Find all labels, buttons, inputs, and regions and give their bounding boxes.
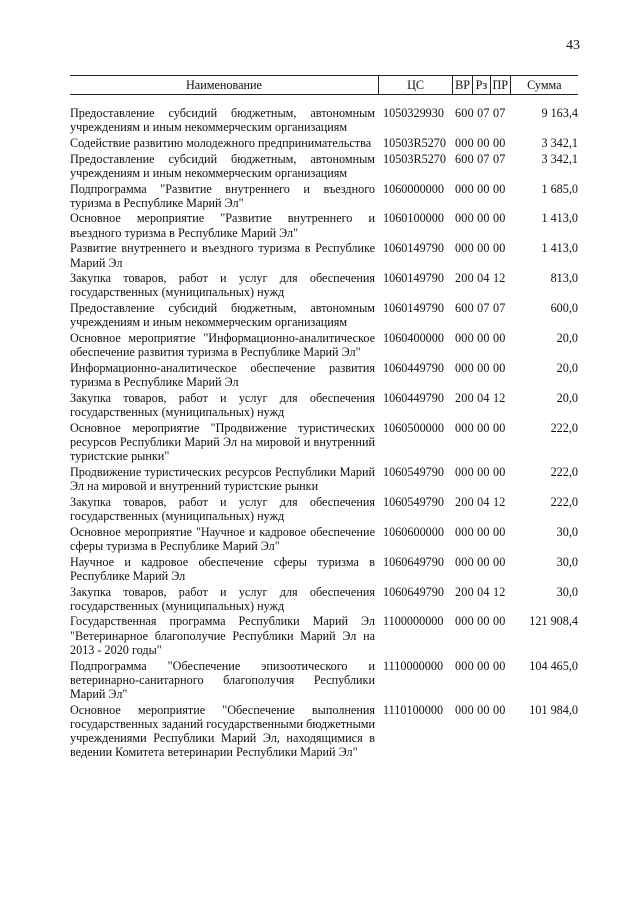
row-name: Научное и кадровое обеспечение сферы туризма в Республике Марий Эл <box>70 554 375 583</box>
row-name: Основное мероприятие "Научное и кадровое обеспечение сферы туризма в Республике Марий Эл" <box>70 524 375 553</box>
row-name: Закупка товаров, работ и услуг для обеспечения государственных (муниципальных) нужд <box>70 390 375 420</box>
table-header <box>70 75 578 95</box>
table-row <box>70 241 578 269</box>
row-name: Закупка товаров, работ и услуг для обеспечения государственных (муниципальных) нужд <box>70 494 375 523</box>
row-name: Предоставление субсидий бюджетным, автономным учреждениям и иным некоммерческим организациям <box>70 106 375 135</box>
row-name: Основное мероприятие "Информационно-аналитическое обеспечение развития туризма в Республике Марий Эл" <box>70 331 375 360</box>
row-vr-rz-pr-codes: 000 00 00 <box>455 181 506 196</box>
row-cs-code: 1100000000 <box>383 614 444 629</box>
row-name: Продвижение туристических ресурсов Республики Марий Эл на мировой и внутренний туристские рынки <box>70 464 375 494</box>
row-sum: 600,0 <box>550 301 578 316</box>
table-row <box>70 301 578 329</box>
table-row <box>70 525 578 553</box>
row-sum: 222,0 <box>550 464 578 479</box>
row-sum: 30,0 <box>556 524 578 539</box>
header-name: Наименование <box>70 76 379 94</box>
table-row <box>70 152 578 180</box>
table-row <box>70 495 578 523</box>
row-cs-code: 1060649790 <box>383 554 444 569</box>
table-row <box>70 361 578 389</box>
table-row <box>70 585 578 613</box>
row-name: Подпрограмма "Развитие внутреннего и въездного туризма в Республике Марий Эл" <box>70 181 375 210</box>
row-name: Основное мероприятие "Обеспечение выполнения государственных заданий государственными бюджетными учреждениями Республики Марий Эл, находящимися в ведении Комитета ветеринарии Республики Марий Эл" <box>70 702 375 760</box>
row-vr-rz-pr-codes: 200 04 12 <box>455 584 506 599</box>
row-cs-code: 1060149790 <box>383 271 444 286</box>
row-vr-rz-pr-codes: 600 07 07 <box>455 301 506 316</box>
header-rz: Рз <box>473 76 491 94</box>
table-row <box>70 106 578 134</box>
header-pr: ПР <box>491 76 511 94</box>
table-row <box>70 271 578 299</box>
row-sum: 1 413,0 <box>541 211 578 226</box>
row-sum: 104 465,0 <box>529 658 578 673</box>
row-vr-rz-pr-codes: 000 00 00 <box>455 331 506 346</box>
row-cs-code: 1060449790 <box>383 390 444 405</box>
row-name: Информационно-аналитическое обеспечение развития туризма в Республике Марий Эл <box>70 360 375 390</box>
row-cs-code: 1060400000 <box>383 331 444 346</box>
row-vr-rz-pr-codes: 000 00 00 <box>455 360 506 375</box>
row-vr-rz-pr-codes: 000 00 00 <box>455 464 506 479</box>
row-sum: 813,0 <box>550 271 578 286</box>
row-cs-code: 1060600000 <box>383 524 444 539</box>
table-row <box>70 211 578 239</box>
budget-table <box>70 75 578 761</box>
table-row <box>70 555 578 583</box>
row-cs-code: 1060100000 <box>383 211 444 226</box>
row-cs-code: 1060500000 <box>383 420 444 435</box>
row-cs-code: 1060549790 <box>383 464 444 479</box>
header-cs: ЦС <box>379 76 453 94</box>
row-name: Государственная программа Республики Марий Эл "Ветеринарное благополучие Республики Марий Эл на 2013 - 2020 годы" <box>70 614 375 657</box>
table-row <box>70 331 578 359</box>
row-name: Подпрограмма "Обеспечение эпизоотического и ветеринарно-санитарного благополучия Республики Марий Эл" <box>70 658 375 701</box>
row-vr-rz-pr-codes: 600 07 07 <box>455 106 506 120</box>
row-sum: 20,0 <box>556 331 578 346</box>
row-sum: 3 342,1 <box>541 135 578 150</box>
row-vr-rz-pr-codes: 000 00 00 <box>455 614 506 629</box>
row-vr-rz-pr-codes: 000 00 00 <box>455 658 506 673</box>
row-name: Содействие развитию молодежного предпринимательства <box>70 135 372 150</box>
row-sum: 30,0 <box>556 584 578 599</box>
header-sum: Сумма <box>527 78 562 92</box>
row-cs-code: 1060449790 <box>383 360 444 375</box>
row-name: Предоставление субсидий бюджетным, автономным учреждениям и иным некоммерческим организациям <box>70 151 375 180</box>
row-cs-code: 1060000000 <box>383 181 444 196</box>
header-vr: ВР <box>453 76 473 94</box>
row-sum: 222,0 <box>550 494 578 509</box>
row-name: Развитие внутреннего и въездного туризма в Республике Марий Эл <box>70 241 375 270</box>
row-name: Основное мероприятие "Развитие внутреннего и въездного туризма в Республике Марий Эл" <box>70 211 375 240</box>
row-sum: 121 908,4 <box>529 614 578 629</box>
table-row <box>70 465 578 493</box>
row-sum: 9 163,4 <box>541 106 578 120</box>
row-vr-rz-pr-codes: 000 00 00 <box>455 135 506 150</box>
row-vr-rz-pr-codes: 000 00 00 <box>455 702 506 717</box>
table-row <box>70 391 578 419</box>
row-cs-code: 1050329930 <box>383 106 444 120</box>
row-vr-rz-pr-codes: 000 00 00 <box>455 420 506 435</box>
row-vr-rz-pr-codes: 200 04 12 <box>455 390 506 405</box>
row-vr-rz-pr-codes: 000 00 00 <box>455 241 506 256</box>
row-cs-code: 1060649790 <box>383 584 444 599</box>
row-vr-rz-pr-codes: 200 04 12 <box>455 494 506 509</box>
row-sum: 1 685,0 <box>541 181 578 196</box>
row-name: Закупка товаров, работ и услуг для обеспечения государственных (муниципальных) нужд <box>70 271 375 300</box>
row-vr-rz-pr-codes: 000 00 00 <box>455 211 506 226</box>
row-sum: 222,0 <box>550 420 578 435</box>
row-sum: 101 984,0 <box>529 702 578 717</box>
row-cs-code: 1110100000 <box>383 702 444 717</box>
row-sum: 3 342,1 <box>541 151 578 166</box>
row-vr-rz-pr-codes: 600 07 07 <box>455 151 506 166</box>
row-cs-code: 1060549790 <box>383 494 444 509</box>
row-name: Закупка товаров, работ и услуг для обеспечения государственных (муниципальных) нужд <box>70 584 375 613</box>
row-vr-rz-pr-codes: 200 04 12 <box>455 271 506 286</box>
row-cs-code: 1060149790 <box>383 241 444 256</box>
row-name: Основное мероприятие "Продвижение туристических ресурсов Республики Марий Эл на мировой и внутренний туристские рынки" <box>70 420 375 464</box>
row-sum: 30,0 <box>556 554 578 569</box>
row-sum: 20,0 <box>556 390 578 405</box>
table-body <box>70 106 578 759</box>
table-row <box>70 136 578 150</box>
row-cs-code: 1060149790 <box>383 301 444 316</box>
row-sum: 1 413,0 <box>541 241 578 256</box>
table-row <box>70 421 578 464</box>
table-row <box>70 182 578 210</box>
row-name: Предоставление субсидий бюджетным, автономным учреждениям и иным некоммерческим организациям <box>70 301 375 330</box>
row-sum: 20,0 <box>556 360 578 375</box>
row-vr-rz-pr-codes: 000 00 00 <box>455 554 506 569</box>
table-row <box>70 703 578 760</box>
row-cs-code: 1110000000 <box>383 658 444 673</box>
table-row <box>70 659 578 702</box>
row-cs-code: 10503R5270 <box>383 135 446 150</box>
table-row <box>70 614 578 657</box>
page-number: 43 <box>566 38 580 53</box>
row-vr-rz-pr-codes: 000 00 00 <box>455 524 506 539</box>
row-cs-code: 10503R5270 <box>383 151 446 166</box>
